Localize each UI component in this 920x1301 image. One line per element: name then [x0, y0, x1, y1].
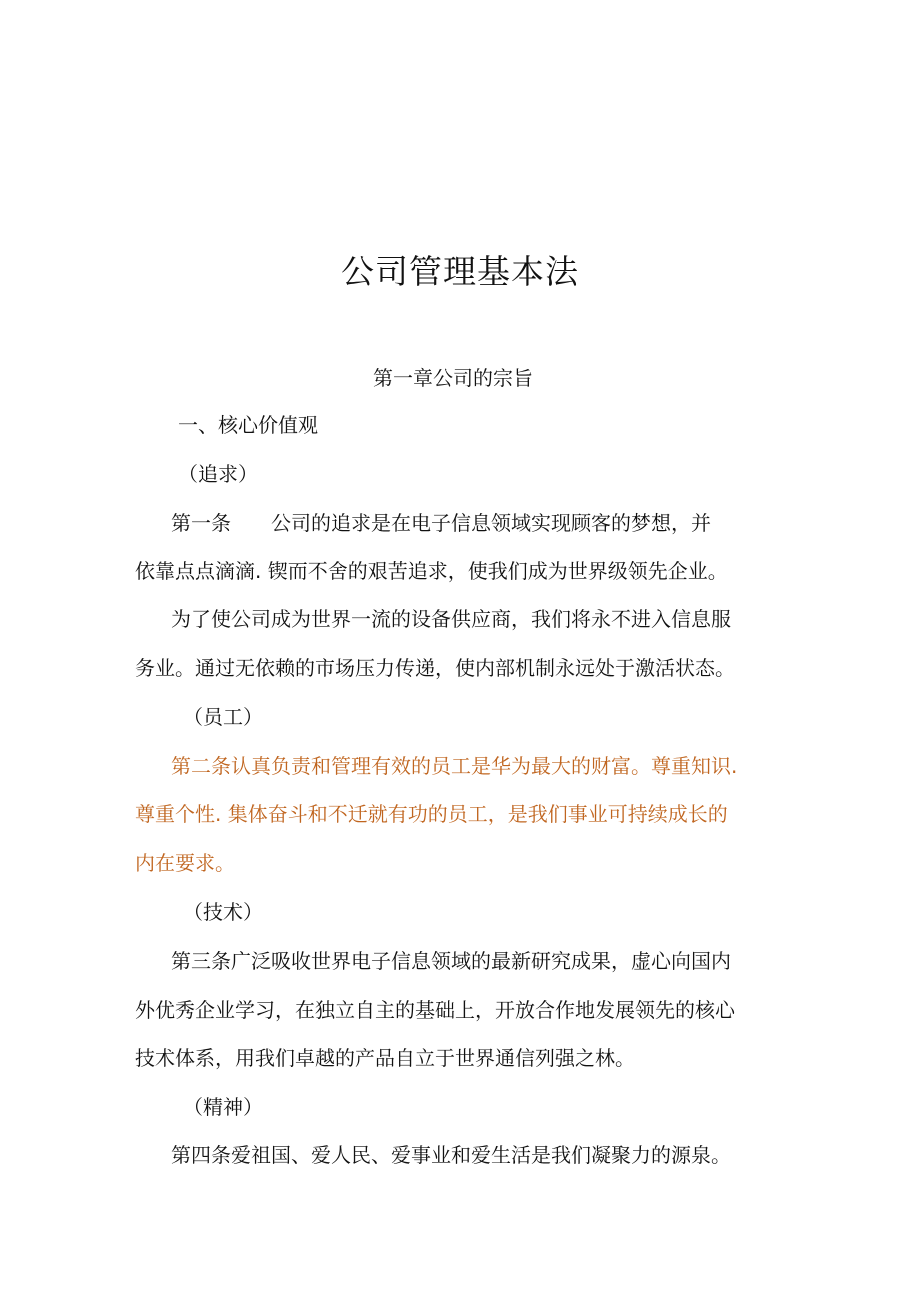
section-heading: 一、核心价值观 [178, 413, 318, 437]
subsection-heading-spirit: （精神） [183, 1095, 263, 1119]
article-2-line-3: 内在要求。 [135, 851, 235, 875]
subsection-heading-technology: （技术） [183, 900, 263, 924]
article-1-text: 公司的追求是在电子信息领域实现顾客的梦想，并 [271, 511, 711, 535]
chapter-title: 第一章公司的宗旨 [373, 366, 533, 390]
document-title: 公司管理基本法 [341, 252, 579, 291]
article-1-line-2: 依靠点点滴滴. 锲而不舍的艰苦追求，使我们成为世界级领先企业。 [135, 559, 728, 583]
subsection-heading-employees: （员工） [183, 705, 263, 729]
article-1-line-1 [171, 509, 711, 537]
article-3-line-1: 第三条广泛吸收世界电子信息领域的最新研究成果，虚心向国内 [171, 949, 731, 973]
article-4-line-1: 第四条爱祖国、爱人民、爱事业和爱生活是我们凝聚力的源泉。 [171, 1143, 731, 1167]
article-1-paragraph-2-line-2: 务业。通过无依赖的市场压力传递，使内部机制永远处于激活状态。 [135, 656, 735, 680]
article-3-line-3: 技术体系，用我们卓越的产品自立于世界通信列强之林。 [135, 1046, 635, 1070]
subsection-heading-pursuit: （追求） [178, 462, 258, 486]
article-1-label: 第一条 [171, 511, 231, 535]
article-1-paragraph-2-line-1: 为了使公司成为世界一流的设备供应商，我们将永不进入信息服 [171, 607, 731, 631]
article-2-line-1: 第二条认真负责和管理有效的员工是华为最大的财富。尊重知识. [171, 754, 738, 778]
article-3-line-2: 外优秀企业学习，在独立自主的基础上，开放合作地发展领先的核心 [135, 998, 735, 1022]
article-2-line-2: 尊重个性. 集体奋斗和不迁就有功的员工，是我们事业可持续成长的 [135, 802, 728, 826]
